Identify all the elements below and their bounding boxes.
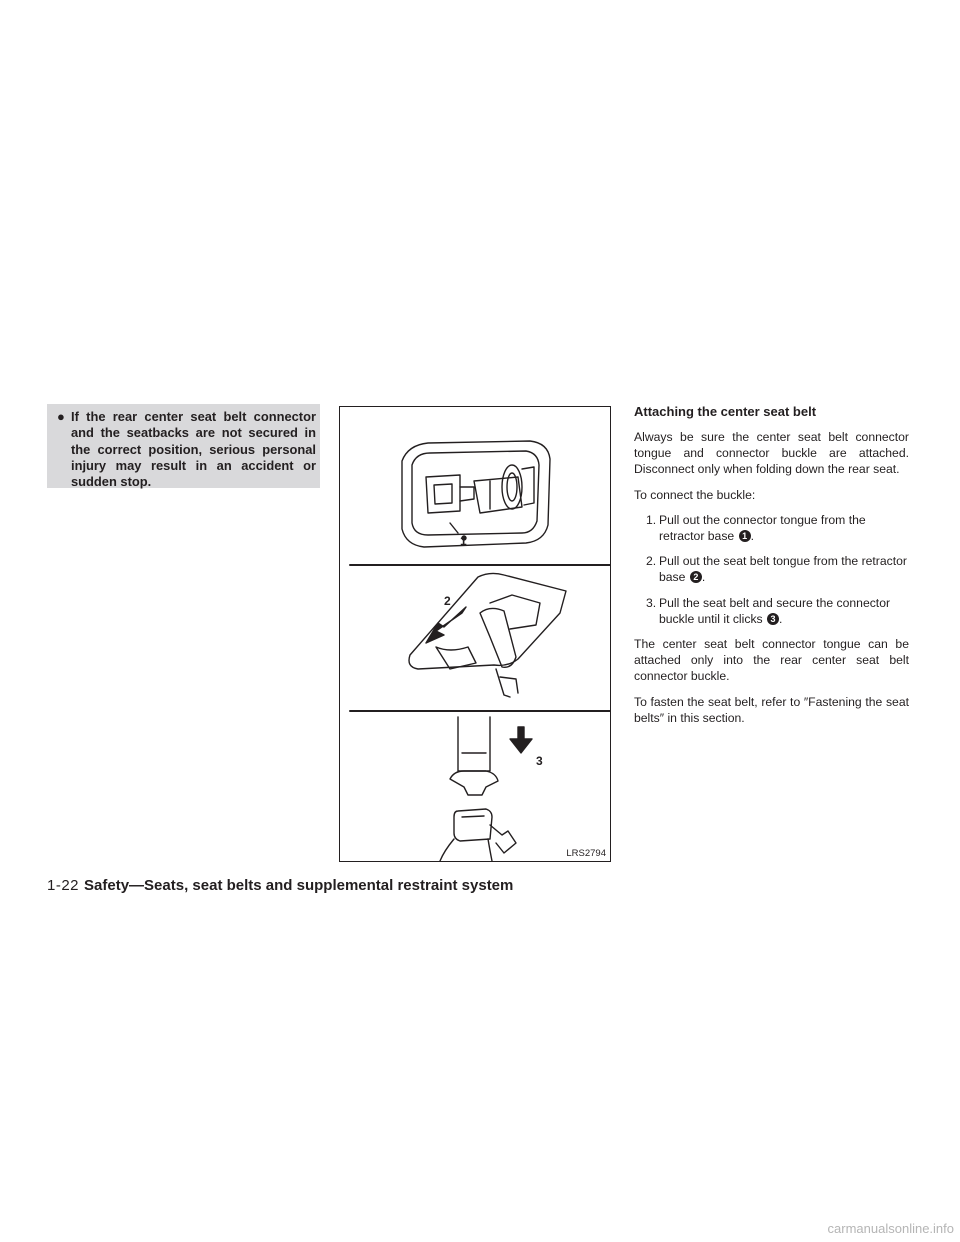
callout-1: 1 <box>460 534 467 548</box>
callout-2: 2 <box>444 594 451 608</box>
seat-belt-illustration <box>339 406 611 862</box>
circled-ref-1: 1 <box>739 530 751 542</box>
warning-box <box>47 404 320 488</box>
instructions-column <box>634 404 909 735</box>
page-footer <box>47 877 513 894</box>
page-section-title: Safety—Seats, seat belts and supplemental restraint system <box>84 877 514 894</box>
page-number: 1-22 <box>47 877 80 894</box>
circled-ref-3: 3 <box>767 613 779 625</box>
panel-3-connector-buckle <box>440 717 532 861</box>
steps-lead: To connect the buckle: <box>634 487 756 502</box>
step-item: 1. Pull out the connector tongue from the retractor base 1 . <box>646 512 866 544</box>
panel-1-retractor-tongue <box>402 441 550 547</box>
steps-list <box>634 512 909 627</box>
panel-2-belt-tongue <box>409 573 566 697</box>
circled-ref-2: 2 <box>690 571 702 583</box>
step-item: 3. Pull the seat belt and secure the connector buckle until it clicks 3 . <box>646 595 891 626</box>
figure-code: LRS2794 <box>566 848 606 859</box>
warning-text: If the rear center seat belt connector and the seatbacks are not secured in the correct position, serious personal injury may result in an accident or sudden stop. <box>71 409 316 490</box>
intro-paragraph: Always be sure the center seat belt connector tongue and connector buckle are attached. Disconnect only when folding down the rear seat. <box>634 430 909 477</box>
note-paragraph: The center seat belt connector tongue can be attached only into the rear center seat belt connector buckle. <box>634 637 909 684</box>
reference-paragraph: To fasten the seat belt, refer to ″Fastening the seat belts″ in this section. <box>634 694 909 725</box>
warning-bullet: ● <box>57 409 65 424</box>
step-item: 2. Pull out the seat belt tongue from the retractor base 2 . <box>646 554 907 585</box>
callout-3: 3 <box>536 754 543 768</box>
watermark: carmanualsonline.info <box>827 1221 954 1236</box>
section-heading: Attaching the center seat belt <box>634 404 817 419</box>
